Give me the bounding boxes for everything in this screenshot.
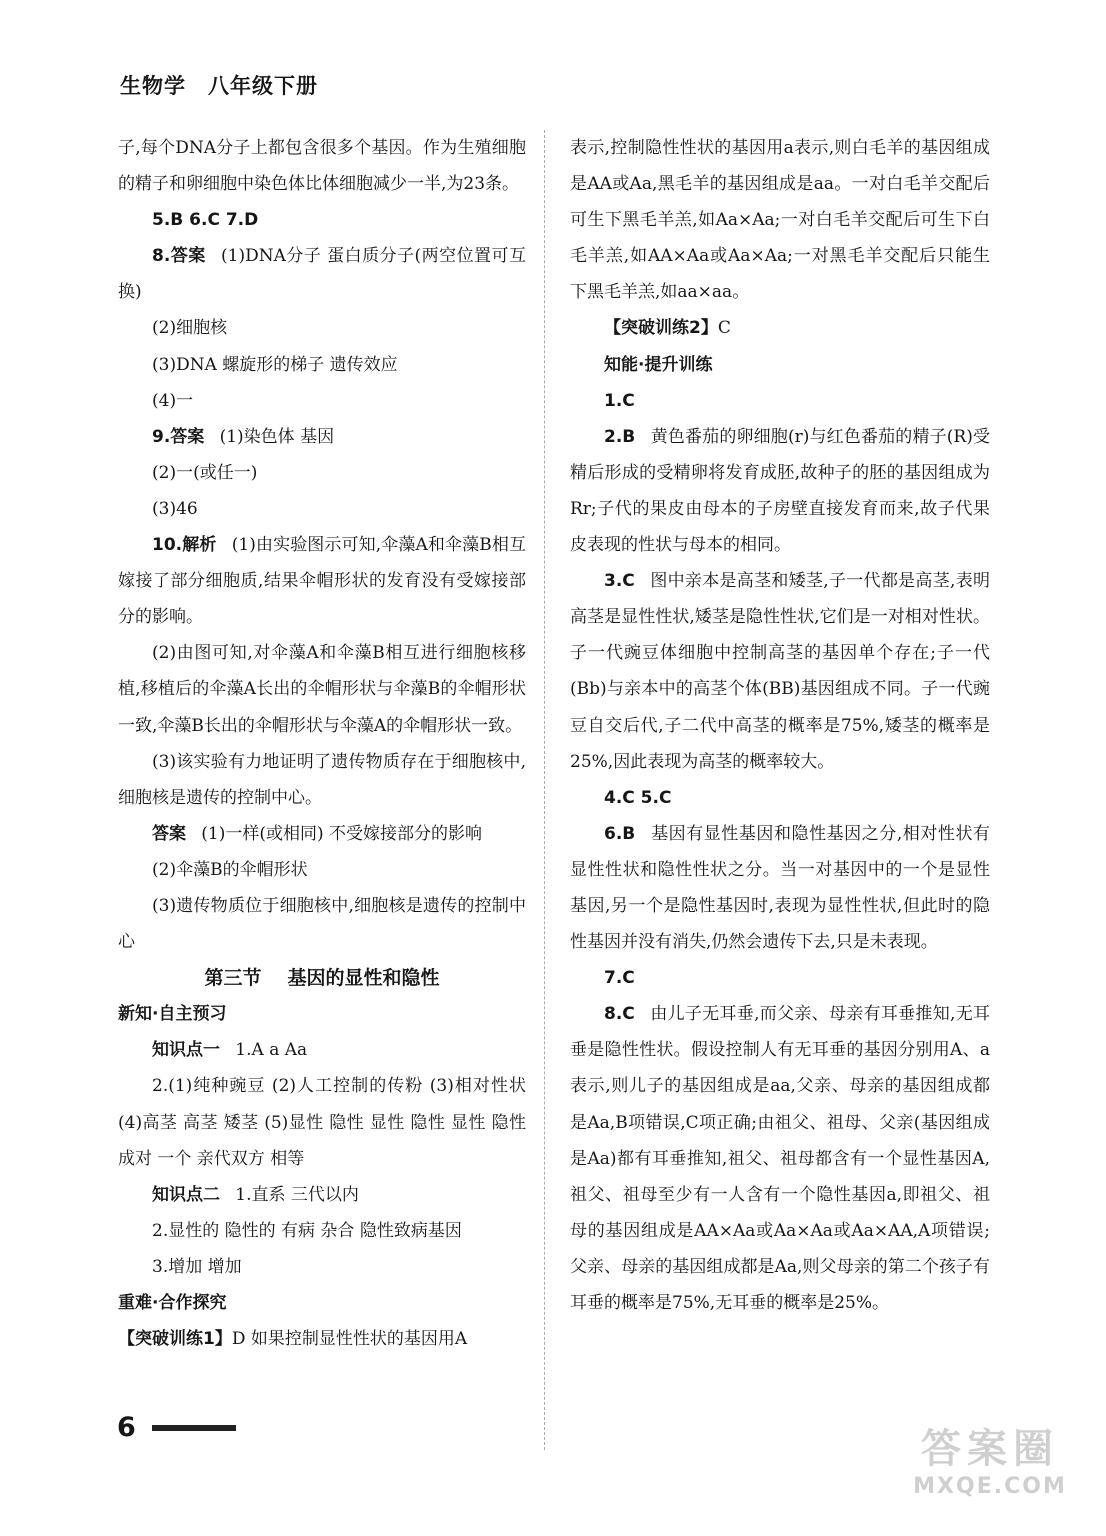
answer-line: (3)DNA 螺旋形的梯子 遗传效应 xyxy=(152,354,398,375)
knowledge-point-1 xyxy=(118,1032,526,1068)
q-text: 由儿子无耳垂,而父亲、母亲有耳垂推知,无耳垂是隐性性状。假设控制人有无耳垂的基因分别用A、a表示,则儿子的基因组成是aa,父亲、母亲的基因组成都是Aa,B项错误,C项正确;由祖父、祖母、父亲(基因组成是Aa)都有耳垂推知,祖父、祖母都含有一个显性基因A,祖父、祖母至少有一人含有一个隐性基因a,即祖父、祖母的基因组成是AA×Aa或Aa×Aa或Aa×AA,A项错误;父亲、母亲的基因组成都是Aa,则父母亲的第二个孩子有耳垂的概率是75%,无耳垂的概率是25%。 xyxy=(570,1004,990,1313)
q-label: 3.C xyxy=(604,571,635,592)
analysis-text: (1)由实验图示可知,伞藻A和伞藻B相互嫁接了部分细胞质,结果伞帽形状的发育没有受嫁接部分的影响。 xyxy=(118,535,526,628)
section-number: 第三节 xyxy=(204,967,262,990)
answer-line: (2)细胞核 xyxy=(152,318,228,339)
answer-label: 答案 xyxy=(152,823,186,844)
answer-line: 4.C 5.C xyxy=(604,787,672,808)
watermark-text: 答案圈 xyxy=(921,1426,1059,1472)
bt-text: D 如果控制显性性状的基因用A xyxy=(231,1329,468,1350)
answer-label: 9.答案 xyxy=(152,426,205,447)
answer-line: 1.C xyxy=(604,390,635,411)
right-column xyxy=(570,130,990,1321)
q-text: 黄色番茄的卵细胞(r)与红色番茄的精子(R)受精后形成的受精卵将发育成胚,故种子的胚的基因组成为Rr;子代的果皮由母本的子房壁直接发育而来,故子代果皮表现的性状与母本的相同。 xyxy=(570,426,990,556)
answer-line: (3)46 xyxy=(152,498,198,519)
question-8 xyxy=(570,996,990,1321)
section-heading xyxy=(118,960,526,996)
answer-text: (1)染色体 基因 xyxy=(219,426,335,447)
answer-text: (1)DNA分子 蛋白质分子(两空位置可互换) xyxy=(118,246,526,303)
paragraph: 子,每个DNA分子上都包含很多个基因。作为生殖细胞的精子和卵细胞中染色体比体细胞减少一半,为23条。 xyxy=(118,138,526,195)
question-8 xyxy=(118,238,526,310)
q-label: 6.B xyxy=(604,823,636,844)
watermark-logo xyxy=(902,1426,1078,1512)
question-10 xyxy=(118,527,526,635)
answer-line: 2.(1)纯种豌豆 (2)人工控制的传粉 (3)相对性状 (4)高茎 高茎 矮茎 (5)显性 隐性 显性 隐性 显性 隐性 成对 一个 亲代双方 相等 xyxy=(118,1076,526,1169)
q-label: 8.C xyxy=(604,1004,635,1025)
question-2 xyxy=(570,419,990,563)
knowledge-point-2 xyxy=(118,1177,526,1213)
page-number-bar xyxy=(152,1425,236,1431)
q-label: 2.B xyxy=(604,426,636,447)
q-text: 基因有显性基因和隐性基因之分,相对性状有显性性状和隐性性状之分。当一对基因中的一个是显性基因,另一个是隐性基因时,表现为显性性状,但此时的隐性基因并没有消失,仍然会遗传下去,只是未表现。 xyxy=(570,823,990,953)
analysis-label: 10.解析 xyxy=(152,535,217,556)
answer-line: 7.C xyxy=(604,968,635,989)
subsection-title: 重难·合作探究 xyxy=(118,1293,227,1313)
kp-label: 知识点二 xyxy=(152,1184,220,1205)
breakthrough-1 xyxy=(118,1321,526,1357)
kp-text: 1.直系 三代以内 xyxy=(235,1184,359,1205)
header-grade: 八年级下册 xyxy=(208,74,318,98)
answer-line: 2.显性的 隐性的 有病 杂合 隐性致病基因 xyxy=(152,1220,462,1241)
question-6 xyxy=(570,816,990,960)
bt-text: C xyxy=(717,318,731,339)
answer-text: (1)一样(或相同) 不受嫁接部分的影响 xyxy=(201,823,483,844)
watermark-url: MXQE.COM xyxy=(913,1474,1067,1499)
section-title: 基因的显性和隐性 xyxy=(287,967,440,990)
left-column xyxy=(118,130,526,1357)
paragraph: (3)该实验有力地证明了遗传物质存在于细胞核中,细胞核是遗传的控制中心。 xyxy=(118,751,526,808)
answer-label: 8.答案 xyxy=(152,246,206,267)
bt-label: 【突破训练1】 xyxy=(118,1329,232,1350)
question-3 xyxy=(570,563,990,780)
paragraph: 表示,控制隐性性状的基因用a表示,则白毛羊的基因组成是AA或Aa,黑毛羊的基因组成是aa。一对白毛羊交配后可生下黑毛羊羔,如Aa×Aa;一对白毛羊交配后可生下白毛羊羔,如AA×Aa或Aa×Aa;一对黑毛羊交配后只能生下黑毛羊羔,如aa×aa。 xyxy=(570,138,990,303)
subsection-title: 知能·提升训练 xyxy=(604,354,713,375)
answer-line: 3.增加 增加 xyxy=(152,1256,242,1277)
answer-line: 5.B 6.C 7.D xyxy=(152,210,259,231)
answer-block xyxy=(118,816,526,852)
answer-line: (3)遗传物质位于细胞核中,细胞核是遗传的控制中心 xyxy=(118,895,526,953)
answer-line: (4)一 xyxy=(152,390,194,411)
page-number: 6 xyxy=(117,1412,136,1443)
subsection-title: 新知·自主预习 xyxy=(118,1004,227,1025)
kp-text: 1.A a Aa xyxy=(235,1040,308,1061)
header-subject: 生物学 xyxy=(120,74,186,98)
answer-line: (2)一(或任一) xyxy=(152,462,258,483)
paragraph: (2)由图可知,对伞藻A和伞藻B相互进行细胞核移植,移植后的伞藻A长出的伞帽形状与伞藻B的伞帽形状一致,伞藻B长出的伞帽形状与伞藻A的伞帽形状一致。 xyxy=(118,643,526,736)
breakthrough-2 xyxy=(570,310,990,346)
kp-label: 知识点一 xyxy=(152,1040,220,1061)
question-9 xyxy=(118,419,526,455)
bt-label: 【突破训练2】 xyxy=(604,318,718,339)
q-text: 图中亲本是高茎和矮茎,子一代都是高茎,表明高茎是显性性状,矮茎是隐性性状,它们是一对相对性状。子一代豌豆体细胞中控制高茎的基因单个存在;子一代(Bb)与亲本中的高茎个体(BB)基因组成不同。子一代豌豆自交后代,子二代中高茎的概率是75%,矮茎的概率是25%,因此表现为高茎的概率较大。 xyxy=(570,571,990,772)
answer-line: (2)伞藻B的伞帽形状 xyxy=(152,859,308,880)
running-header xyxy=(120,70,318,100)
column-divider xyxy=(544,130,545,1450)
